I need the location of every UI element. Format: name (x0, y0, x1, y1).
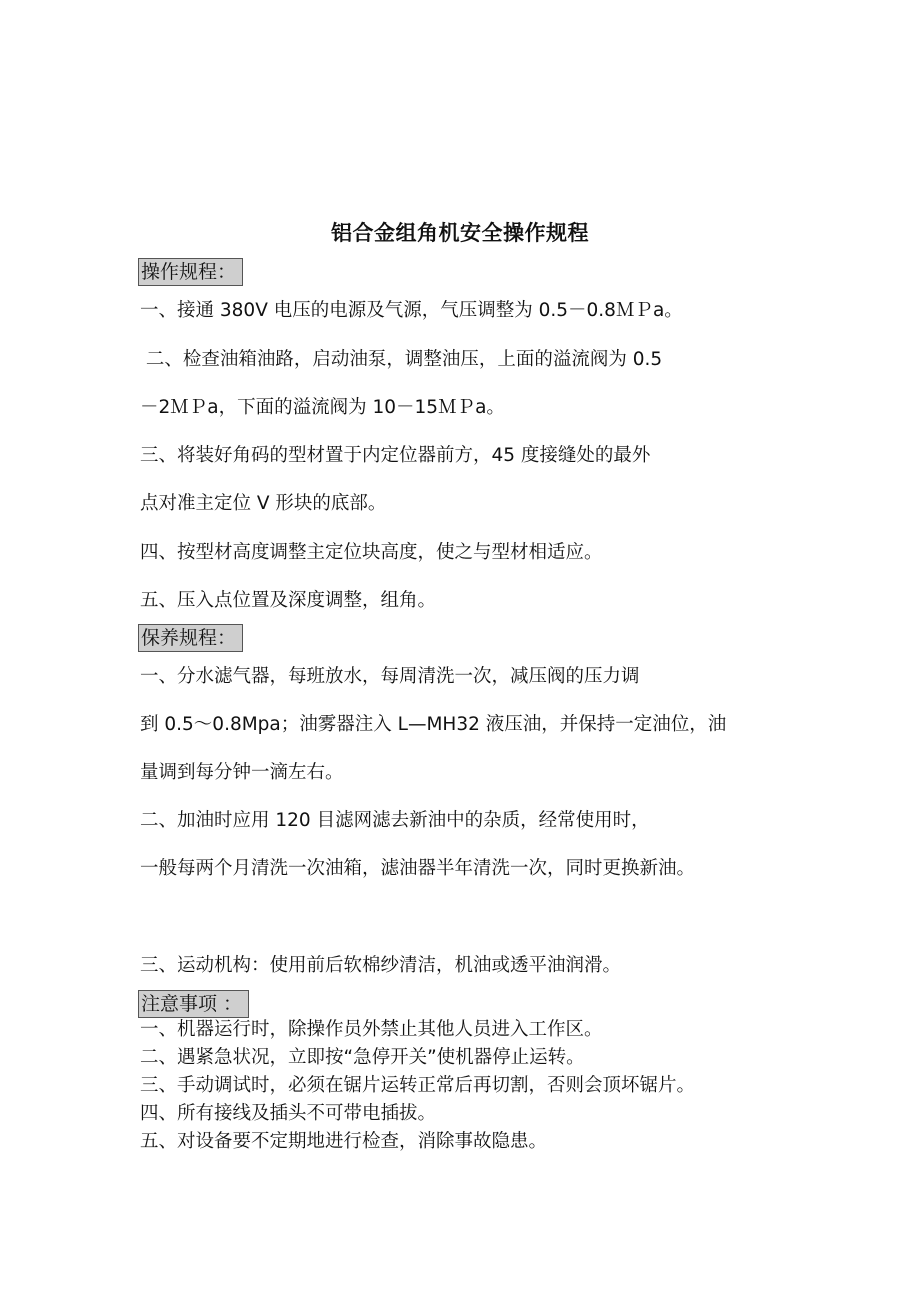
notice-line: 四、所有接线及插头不可带电插拔。 (140, 1103, 437, 1124)
section-heading-maintenance: 保养规程： (138, 624, 243, 652)
operation-line: 二、检查油箱油路，启动油泵，调整油压，上面的溢流阀为 0.5 (140, 349, 663, 370)
notice-line: 五、对设备要不定期地进行检查，消除事故隐患。 (140, 1131, 548, 1152)
maintenance-line: 到 0.5～0.8Mpa；油雾器注入 L—MH32 液压油，并保持一定油位，油 (140, 714, 727, 735)
operation-line: 四、按型材高度调整主定位块高度，使之与型材相适应。 (140, 542, 603, 563)
operation-line: 五、压入点位置及深度调整，组角。 (140, 590, 437, 611)
notice-line: 三、手动调试时，必须在锯片运转正常后再切割，否则会顶坏锯片。 (140, 1075, 696, 1096)
section-heading-operation: 操作规程： (138, 258, 243, 286)
operation-line: 一、接通 380V 电压的电源及气源，气压调整为 0.5－0.8ＭＰa。 (140, 300, 683, 321)
maintenance-line: 二、加油时应用 120 目滤网滤去新油中的杂质，经常使用时， (140, 810, 650, 831)
maintenance-line: 量调到每分钟一滴左右。 (140, 762, 344, 783)
maintenance-line: 一般每两个月清洗一次油箱，滤油器半年清洗一次，同时更换新油。 (140, 858, 696, 879)
section-heading-notice: 注意事项 ： (138, 990, 249, 1018)
operation-line: －2ＭＰa，下面的溢流阀为 10－15ＭＰa。 (140, 397, 505, 418)
document-title: 铝合金组角机安全操作规程 (331, 221, 589, 245)
maintenance-line: 三、运动机构：使用前后软棉纱清洁，机油或透平油润滑。 (140, 955, 622, 976)
maintenance-line: 一、分水滤气器，每班放水，每周清洗一次，减压阀的压力调 (140, 666, 640, 687)
notice-line: 一、机器运行时，除操作员外禁止其他人员进入工作区。 (140, 1019, 603, 1040)
operation-line: 三、将装好角码的型材置于内定位器前方，45 度接缝处的最外 (140, 445, 651, 466)
operation-line: 点对准主定位 V 形块的底部。 (140, 493, 387, 514)
notice-line: 二、遇紧急状况，立即按“急停开关”使机器停止运转。 (140, 1047, 585, 1068)
